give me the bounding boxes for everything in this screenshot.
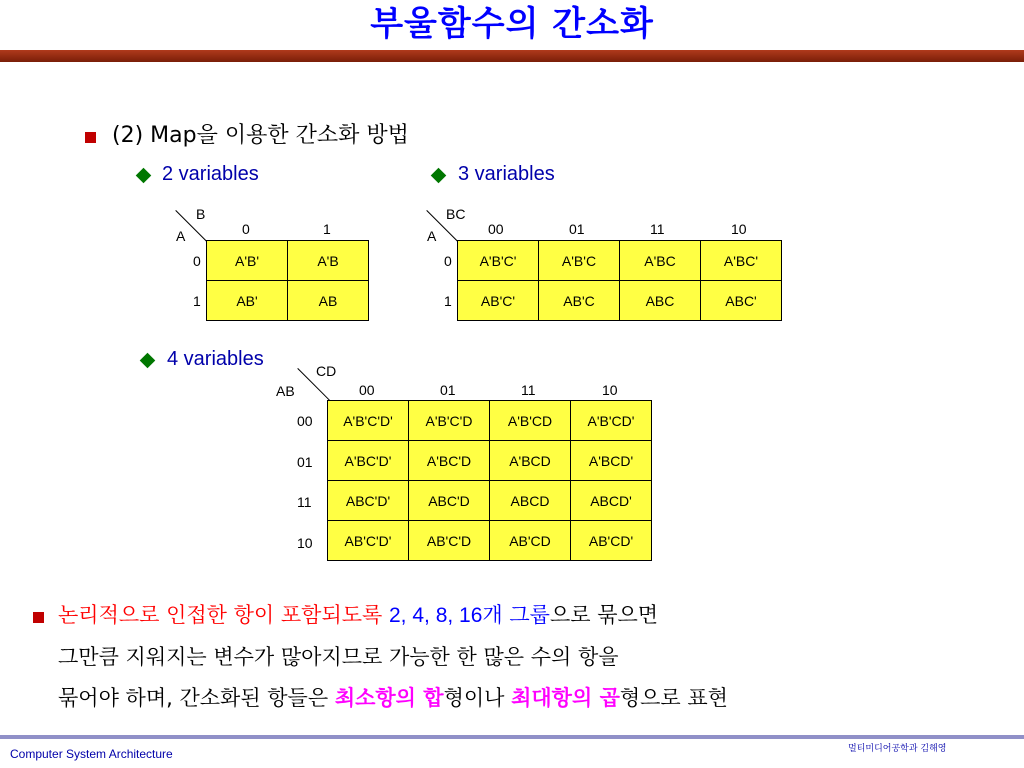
- kmap-cell: A'BC: [620, 241, 701, 281]
- kmap-cell: A'B: [288, 241, 369, 281]
- kmap-cell: ABCD': [571, 481, 652, 521]
- kmap-cell: A'B'CD': [571, 401, 652, 441]
- footer-divider: [0, 735, 1024, 739]
- note-text: 형으로 표현: [619, 686, 728, 710]
- kmap-cell: AB'C'D: [409, 521, 490, 561]
- kmap-col-label: 0: [242, 221, 250, 237]
- kmap-cell: AB'C'D': [328, 521, 409, 561]
- kmap-col-label: 10: [602, 382, 618, 398]
- kmap-cell: AB': [207, 281, 288, 321]
- kmap-cell: A'BCD: [490, 441, 571, 481]
- kmap-cell: A'B'C'D: [409, 401, 490, 441]
- kmap-col-label: 10: [731, 221, 747, 237]
- kmap-cell: ABC'D: [409, 481, 490, 521]
- square-bullet-icon: [33, 612, 44, 623]
- kmap-col-label: 01: [569, 221, 585, 237]
- note-blue-text: 개 그룹: [482, 603, 550, 627]
- kmap-cell: A'B'C': [458, 241, 539, 281]
- square-bullet-icon: [85, 132, 96, 143]
- kmap-cell: ABC': [701, 281, 782, 321]
- kmap-col-label: 00: [359, 382, 375, 398]
- kmap-cell: AB'CD: [490, 521, 571, 561]
- kmap-row-label: 11: [297, 494, 312, 510]
- kmap-cell: AB'C': [458, 281, 539, 321]
- kmap-cell: A'BC'D': [328, 441, 409, 481]
- kmap-row-variable: A: [427, 228, 437, 244]
- kmap-cell: A'BCD': [571, 441, 652, 481]
- kmap-row-label: 01: [297, 454, 313, 470]
- kmap-col-variable: CD: [316, 363, 337, 379]
- kmap-row-label: 0: [193, 253, 201, 269]
- kmap-col-label: 11: [521, 382, 536, 398]
- footer-author: 멀티미디어공학과 김해영: [848, 744, 947, 754]
- note-line-3: [58, 688, 728, 709]
- kmap-row-label: 1: [193, 293, 201, 309]
- note-highlight-sum: 최소항의 합: [334, 686, 444, 710]
- title-underline-bar: [0, 50, 1024, 62]
- kmap-col-label: 1: [323, 221, 331, 237]
- kmap-row-label: 0: [444, 253, 452, 269]
- note-red-text: 논리적으로 인접한 항이 포함되도록: [58, 603, 389, 627]
- diamond-bullet-icon: [136, 168, 152, 184]
- kmap-col-label: 00: [488, 221, 504, 237]
- subheading-4-variables: 4 variables: [167, 348, 264, 370]
- note-text: 형이나: [443, 686, 512, 710]
- footer-course-title: Computer System Architecture: [10, 747, 173, 761]
- subheading-2-variables: 2 variables: [162, 163, 259, 185]
- note-line-2: 그만큼 지워지는 변수가 많아지므로 가능한 한 많은 수의 항을: [58, 645, 619, 669]
- note-rest-text: 으로 묶으면: [549, 603, 659, 627]
- kmap-cell: ABCD: [490, 481, 571, 521]
- kmap-cell: ABC: [620, 281, 701, 321]
- note-text: 묶어야 하며, 간소화된 항들은: [58, 686, 335, 710]
- kmap-row-label: 10: [297, 535, 313, 551]
- kmap-col-label: 01: [440, 382, 456, 398]
- diamond-bullet-icon: [140, 353, 156, 369]
- subheading-3-variables: 3 variables: [458, 163, 555, 185]
- kmap-row-label: 1: [444, 293, 452, 309]
- note-highlight-product: 최대항의 곱: [511, 686, 620, 710]
- kmap-row-label: 00: [297, 413, 313, 429]
- kmap-cell: A'B'C'D': [328, 401, 409, 441]
- kmap-col-variable: BC: [446, 206, 466, 222]
- kmap-cell: AB: [288, 281, 369, 321]
- kmap-col-label: 11: [650, 221, 665, 237]
- kmap-cell: A'BC': [701, 241, 782, 281]
- kmap-cell: ABC'D': [328, 481, 409, 521]
- kmap-cell: A'BC'D: [409, 441, 490, 481]
- kmap-cell: AB'CD': [571, 521, 652, 561]
- kmap-cell: AB'C: [539, 281, 620, 321]
- kmap-row-variable: AB: [276, 383, 295, 399]
- kmap-col-variable: B: [196, 206, 206, 222]
- note-blue-numbers: 2, 4, 8, 16: [389, 604, 483, 627]
- kmap-cell: A'B'C: [539, 241, 620, 281]
- kmap-cell: A'B': [207, 241, 288, 281]
- kmap-cell: A'B'CD: [490, 401, 571, 441]
- note-line-1: [58, 605, 658, 626]
- diamond-bullet-icon: [431, 168, 447, 184]
- section-heading: (2) Map을 이용한 간소화 방법: [112, 123, 409, 148]
- kmap-row-variable: A: [176, 228, 186, 244]
- slide-title: 부울함수의 간소화: [370, 4, 654, 44]
